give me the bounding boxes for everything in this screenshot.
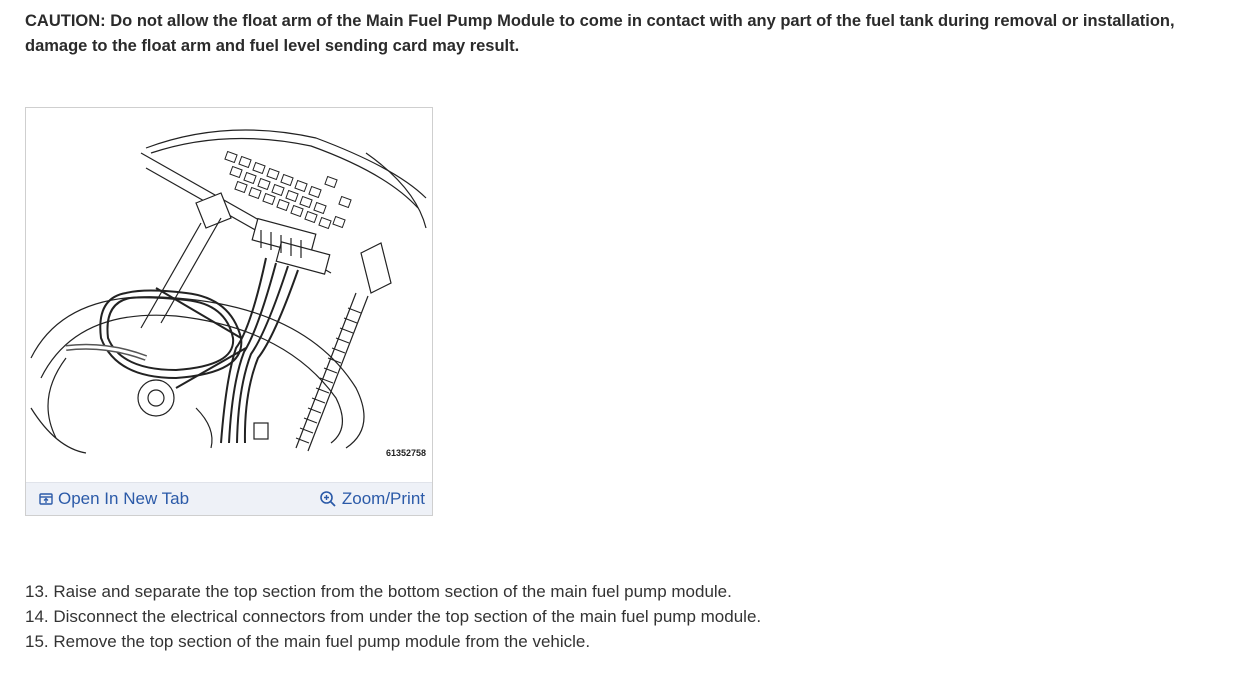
zoom-print-link[interactable] <box>319 483 425 515</box>
zoom-in-icon <box>319 490 337 508</box>
zoom-print-label: Zoom/Print <box>341 489 425 508</box>
caution-text: CAUTION: Do not allow the float arm of the Main Fuel Pump Module to come in contact with any part of the fuel tank during removal or installation, damage to the float arm and fuel level sending card may result. <box>25 12 1175 55</box>
fuel-pump-module-illustration[interactable] <box>26 108 432 482</box>
step-15: 15. Remove the top section of the main fuel pump module from the vehicle. <box>25 632 591 651</box>
open-in-new-tab-label: Open In New Tab <box>58 489 190 508</box>
figure-toolbar <box>26 482 432 515</box>
figure-id: 61352758 <box>385 448 426 458</box>
figure-card <box>25 107 433 516</box>
open-in-new-tab-link[interactable] <box>39 483 189 515</box>
open-new-tab-icon <box>39 492 53 506</box>
step-13: 13. Raise and separate the top section from the bottom section of the main fuel pump module. <box>25 582 732 601</box>
procedure-steps <box>25 579 761 654</box>
step-14: 14. Disconnect the electrical connectors from under the top section of the main fuel pump module. <box>25 607 762 626</box>
